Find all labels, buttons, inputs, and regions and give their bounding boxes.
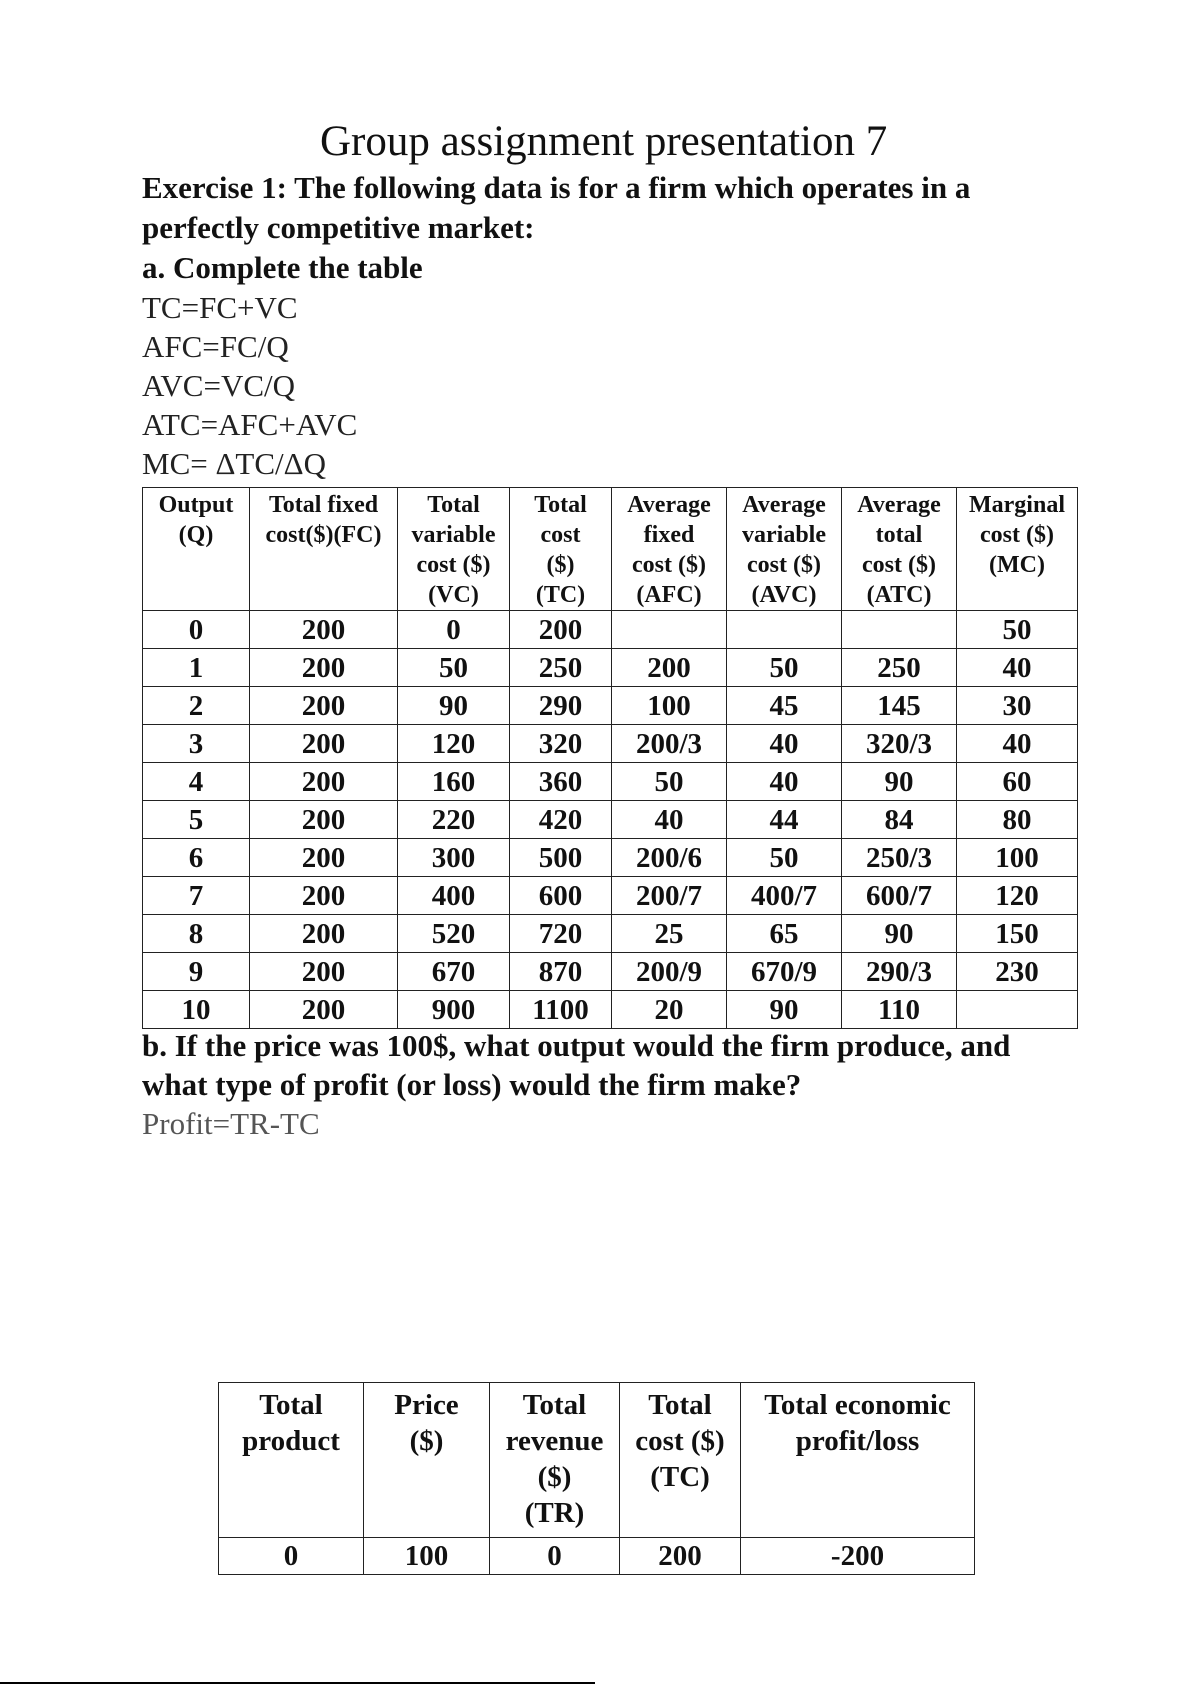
table-row xyxy=(143,877,1078,915)
part-b-heading-line2: what type of profit (or loss) would the firm make? xyxy=(142,1067,802,1102)
cost-table-body xyxy=(143,611,1078,1029)
cost-table-header-text: cost xyxy=(540,522,581,548)
cost-table-header-text: Total xyxy=(427,492,480,518)
formula-atc: ATC=AFC+AVC xyxy=(142,407,358,442)
cost-table-cell: 250 xyxy=(842,649,957,687)
profit-table-header-3 xyxy=(620,1383,741,1538)
cost-table-cell: 300 xyxy=(398,839,510,877)
cost-table-cell: 420 xyxy=(510,801,612,839)
cost-table-cell xyxy=(957,991,1078,1029)
cost-table-cell: 100 xyxy=(612,687,727,725)
exercise-heading-line1: Exercise 1: The following data is for a firm which operates in a xyxy=(142,170,971,205)
cost-table-cell: 40 xyxy=(957,649,1078,687)
profit-table-header-text: profit/loss xyxy=(795,1425,920,1457)
profit-table-header xyxy=(219,1383,975,1538)
profit-table-header-text: Price xyxy=(394,1389,459,1421)
profit-table-header-text: cost ($) xyxy=(635,1425,725,1457)
formula-afc: AFC=FC/Q xyxy=(142,329,289,364)
cost-table-header-3 xyxy=(510,488,612,611)
cost-table-cell: 44 xyxy=(727,801,842,839)
profit-table-header-text: ($) xyxy=(409,1425,444,1457)
cost-table-header-text: fixed xyxy=(643,522,695,548)
cost-table-cell: 600/7 xyxy=(842,877,957,915)
profit-table-header-text: revenue xyxy=(505,1425,604,1457)
cost-table-header-text: (Q) xyxy=(178,522,214,548)
cost-table-cell: 900 xyxy=(398,991,510,1029)
profit-table-header-text: Total xyxy=(522,1389,587,1421)
cost-table-cell: 6 xyxy=(143,839,250,877)
cost-table-cell: 150 xyxy=(957,915,1078,953)
cost-table-cell: 360 xyxy=(510,763,612,801)
profit-table-header-0 xyxy=(219,1383,364,1538)
profit-table-cell: -200 xyxy=(741,1538,975,1575)
cost-table-cell: 50 xyxy=(727,839,842,877)
cost-table-cell: 50 xyxy=(398,649,510,687)
cost-table xyxy=(142,487,1078,1029)
profit-table-header-text: (TC) xyxy=(650,1461,710,1493)
cost-table-header-text: Total fixed xyxy=(268,492,379,518)
cost-table-cell: 90 xyxy=(842,763,957,801)
cost-table-cell: 670/9 xyxy=(727,953,842,991)
cost-table-header-7 xyxy=(957,488,1078,611)
cost-table-cell: 145 xyxy=(842,687,957,725)
table-row xyxy=(143,991,1078,1029)
cost-table-cell: 290 xyxy=(510,687,612,725)
cost-table-cell: 200 xyxy=(250,611,398,649)
cost-table-cell: 84 xyxy=(842,801,957,839)
cost-table-header-text: cost ($) xyxy=(747,552,821,578)
cost-table-cell: 25 xyxy=(612,915,727,953)
cost-table-header-6 xyxy=(842,488,957,611)
cost-table-header-text: (TC) xyxy=(535,582,586,608)
cost-table-header-text: Marginal xyxy=(969,492,1065,518)
cost-table-cell: 45 xyxy=(727,687,842,725)
cost-table-cell: 200/6 xyxy=(612,839,727,877)
table-row xyxy=(143,915,1078,953)
cost-table-cell: 520 xyxy=(398,915,510,953)
profit-table-cell: 0 xyxy=(219,1538,364,1575)
formula-tc: TC=FC+VC xyxy=(142,290,298,325)
cost-table-cell: 670 xyxy=(398,953,510,991)
cost-table-cell: 7 xyxy=(143,877,250,915)
cost-table-cell: 500 xyxy=(510,839,612,877)
part-b-heading-line1: b. If the price was 100$, what output would the firm produce, and xyxy=(142,1028,1011,1063)
profit-table-header-text: Total xyxy=(648,1389,712,1421)
cost-table-cell: 200/3 xyxy=(612,725,727,763)
profit-table-cell: 100 xyxy=(364,1538,490,1575)
profit-table-header-text: product xyxy=(242,1425,340,1457)
cost-table-cell: 200 xyxy=(250,725,398,763)
profit-table-body xyxy=(219,1538,975,1575)
table-row xyxy=(143,839,1078,877)
profit-formula: Profit=TR-TC xyxy=(142,1106,320,1141)
cost-table-cell: 40 xyxy=(727,725,842,763)
profit-table-cell: 200 xyxy=(620,1538,741,1575)
cost-table-cell: 50 xyxy=(612,763,727,801)
cost-table-header-text: (AFC) xyxy=(636,582,702,608)
cost-table-cell: 40 xyxy=(957,725,1078,763)
table-row xyxy=(143,687,1078,725)
profit-table xyxy=(218,1382,975,1575)
cost-table-header-text: cost ($) xyxy=(862,552,936,578)
footer-rule xyxy=(0,1682,595,1684)
cost-table-cell: 0 xyxy=(143,611,250,649)
table-row xyxy=(143,611,1078,649)
cost-table-cell: 200/7 xyxy=(612,877,727,915)
cost-table-header-text: total xyxy=(875,522,923,548)
cost-table-cell: 220 xyxy=(398,801,510,839)
cost-table-cell: 40 xyxy=(727,763,842,801)
cost-table-cell: 20 xyxy=(612,991,727,1029)
cost-table-cell: 320/3 xyxy=(842,725,957,763)
cost-table-header-4 xyxy=(612,488,727,611)
cost-table-header-text: cost ($) xyxy=(980,522,1054,548)
cost-table-cell xyxy=(727,611,842,649)
cost-table-cell: 250/3 xyxy=(842,839,957,877)
table-row xyxy=(143,763,1078,801)
cost-table-header-text: (MC) xyxy=(989,552,1045,578)
cost-table-cell: 1 xyxy=(143,649,250,687)
table-row xyxy=(143,953,1078,991)
cost-table-header-text: (AVC) xyxy=(751,582,817,608)
part-a-heading: a. Complete the table xyxy=(142,250,423,285)
cost-table-cell: 200 xyxy=(612,649,727,687)
cost-table-cell: 100 xyxy=(957,839,1078,877)
cost-table-cell: 90 xyxy=(842,915,957,953)
cost-table-cell xyxy=(612,611,727,649)
cost-table-header-text: (VC) xyxy=(428,582,479,608)
cost-table-cell: 10 xyxy=(143,991,250,1029)
cost-table-header-text: cost($)(FC) xyxy=(265,522,382,548)
cost-table-cell: 200 xyxy=(250,649,398,687)
cost-table-cell: 200 xyxy=(250,877,398,915)
cost-table-cell: 30 xyxy=(957,687,1078,725)
cost-table-cell: 200 xyxy=(250,953,398,991)
cost-table-header-text: Total xyxy=(534,492,587,518)
profit-table-header-text: (TR) xyxy=(524,1497,585,1529)
cost-table-cell xyxy=(842,611,957,649)
cost-table-cell: 3 xyxy=(143,725,250,763)
profit-table-cell: 0 xyxy=(490,1538,620,1575)
cost-table-cell: 1100 xyxy=(510,991,612,1029)
profit-table-header-2 xyxy=(490,1383,620,1538)
cost-table-cell: 90 xyxy=(727,991,842,1029)
cost-table-cell: 200 xyxy=(250,687,398,725)
cost-table-cell: 4 xyxy=(143,763,250,801)
exercise-heading-line2: perfectly competitive market: xyxy=(142,210,535,245)
cost-table-header-text: cost ($) xyxy=(416,552,491,578)
cost-table-cell: 80 xyxy=(957,801,1078,839)
cost-table-cell: 110 xyxy=(842,991,957,1029)
cost-table-cell: 50 xyxy=(957,611,1078,649)
cost-table-cell: 120 xyxy=(957,877,1078,915)
cost-table-cell: 200 xyxy=(250,991,398,1029)
formula-mc: MC= ΔTC/ΔQ xyxy=(142,446,326,481)
cost-table-cell: 0 xyxy=(398,611,510,649)
cost-table-header xyxy=(143,488,1078,611)
cost-table-cell: 250 xyxy=(510,649,612,687)
cost-table-cell: 290/3 xyxy=(842,953,957,991)
formula-avc: AVC=VC/Q xyxy=(142,368,296,403)
cost-table-cell: 400/7 xyxy=(727,877,842,915)
cost-table-cell: 200 xyxy=(250,839,398,877)
profit-table-header-text: Total xyxy=(259,1389,323,1421)
cost-table-cell: 5 xyxy=(143,801,250,839)
cost-table-cell: 8 xyxy=(143,915,250,953)
cost-table-header-text: Output xyxy=(158,492,234,518)
cost-table-cell: 200/9 xyxy=(612,953,727,991)
cost-table-header-text: Average xyxy=(627,492,711,518)
cost-table-cell: 200 xyxy=(250,763,398,801)
profit-table-header-4 xyxy=(741,1383,975,1538)
cost-table-cell: 200 xyxy=(510,611,612,649)
table-row xyxy=(219,1538,975,1575)
cost-table-header-text: Average xyxy=(742,492,826,518)
cost-table-header-5 xyxy=(727,488,842,611)
page-title: Group assignment presentation 7 xyxy=(320,118,888,165)
cost-table-cell: 60 xyxy=(957,763,1078,801)
cost-table-header-0 xyxy=(143,488,250,611)
cost-table-cell: 320 xyxy=(510,725,612,763)
cost-table-cell: 40 xyxy=(612,801,727,839)
profit-table-header-text: ($) xyxy=(537,1461,572,1493)
cost-table-cell: 870 xyxy=(510,953,612,991)
cost-table-cell: 720 xyxy=(510,915,612,953)
cost-table-header-text: ($) xyxy=(546,552,575,578)
cost-table-cell: 200 xyxy=(250,915,398,953)
cost-table-cell: 2 xyxy=(143,687,250,725)
profit-table-header-1 xyxy=(364,1383,490,1538)
cost-table-cell: 90 xyxy=(398,687,510,725)
cost-table-cell: 160 xyxy=(398,763,510,801)
cost-table-header-2 xyxy=(398,488,510,611)
cost-table-cell: 120 xyxy=(398,725,510,763)
cost-table-cell: 600 xyxy=(510,877,612,915)
cost-table-cell: 9 xyxy=(143,953,250,991)
table-row xyxy=(143,649,1078,687)
table-row xyxy=(143,801,1078,839)
cost-table-header-text: Average xyxy=(857,492,941,518)
cost-table-header-text: variable xyxy=(411,522,496,548)
profit-table-header-text: Total economic xyxy=(764,1389,951,1421)
cost-table-cell: 230 xyxy=(957,953,1078,991)
cost-table-cell: 400 xyxy=(398,877,510,915)
cost-table-header-text: (ATC) xyxy=(866,582,932,608)
cost-table-cell: 200 xyxy=(250,801,398,839)
cost-table-cell: 50 xyxy=(727,649,842,687)
cost-table-header-text: variable xyxy=(742,522,826,548)
cost-table-header-text: cost ($) xyxy=(632,552,706,578)
cost-table-header-1 xyxy=(250,488,398,611)
cost-table-cell: 65 xyxy=(727,915,842,953)
table-row xyxy=(143,725,1078,763)
